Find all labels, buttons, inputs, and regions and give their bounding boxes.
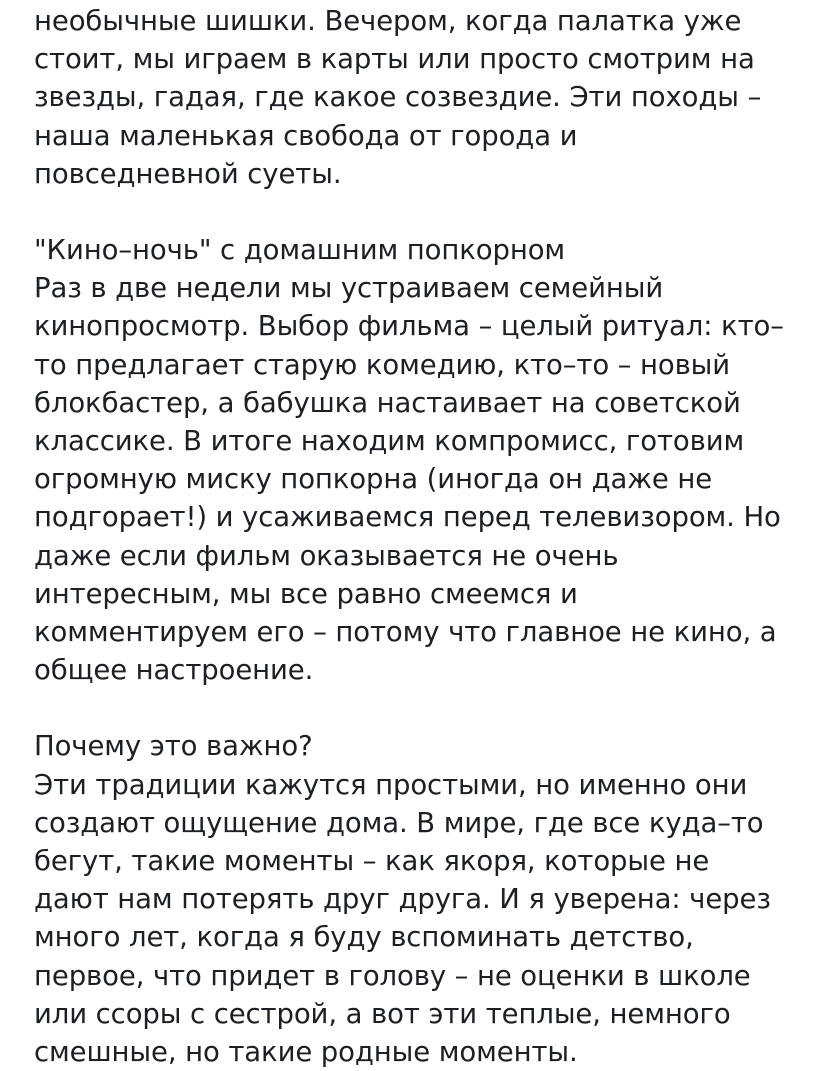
paragraph-why-important-body: Эти традиции кажутся простыми, но именно они создают ощущение дома. В мире, где все куда–то бегут, такие моменты – как якоря, которые не дают нам потерять друг друга. И я уверена: через много лет, когда я буду вспоминать детство, первое, что придет в голову – не оценки в школе или ссоры с сестрой, а вот эти теплые, немного смешные, но такие родные моменты. [34,768,780,1069]
paragraph-spacer [34,193,787,231]
paragraph-camping-traditions: необычные шишки. Вечером, когда палатка уже стоит, мы играем в карты или просто смотрим на звезды, гадая, где какое созвездие. Эти походы – наша маленькая свобода от города и повседневной суеты. [34,5,770,190]
paragraph-spacer [34,689,787,727]
heading-why-important: Почему это важно? [34,730,313,763]
heading-movie-night: "Кино–ночь" с домашним попкорном [34,234,566,267]
paragraph-movie-night-body: Раз в две недели мы устраиваем семейный кинопросмотр. Выбор фильма – целый ритуал: кто–то предлагает старую комедию, кто–то – новый блокбастер, а бабушка настаивает на советской классике. В итоге находим компромисс, готовим огромную миску попкорна (иногда он даже не подгорает!) и усаживаемся перед телевизором. Но даже если фильм оказывается не очень интересным, мы все равно смеемся и комментируем его – потому что главное не кино, а общее настроение. [34,272,790,687]
document-text-body [34,0,790,1071]
